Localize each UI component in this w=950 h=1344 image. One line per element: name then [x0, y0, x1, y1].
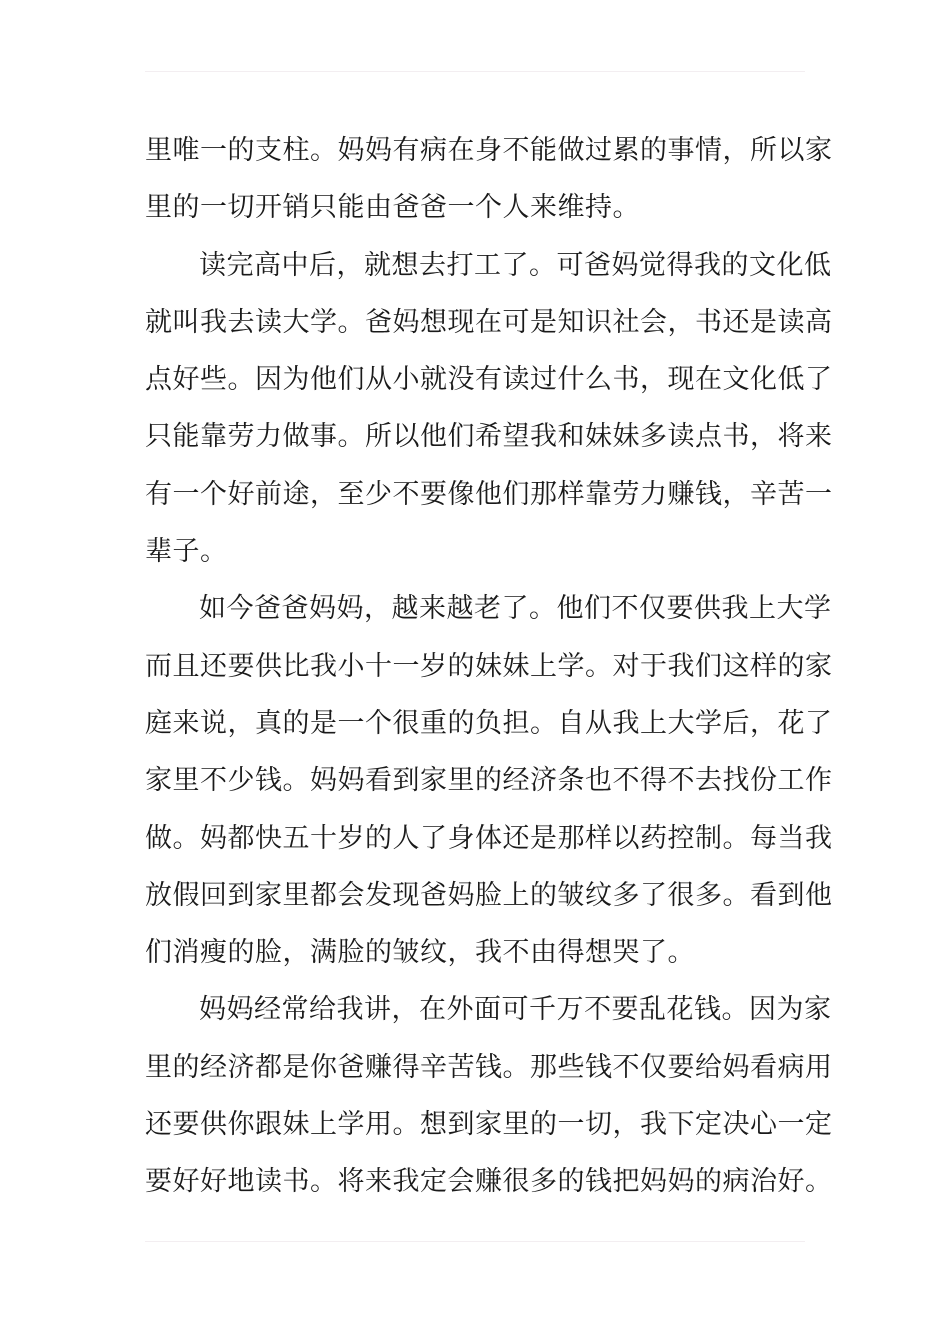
text-line: 做。妈都快五十岁的人了身体还是那样以药控制。每当我 [145, 822, 833, 854]
paragraph [145, 122, 833, 237]
footer-rule [145, 1241, 805, 1242]
text-line: 放假回到家里都会发现爸妈脸上的皱纹多了很多。看到他 [145, 879, 833, 911]
text-line: 点好些。因为他们从小就没有读过什么书，现在文化低了 [145, 364, 833, 396]
paragraph [145, 237, 833, 581]
text-line: 妈妈经常给我讲，在外面可千万不要乱花钱。因为家 [199, 994, 832, 1026]
text-line: 里的一切开销只能由爸爸一个人来维持。 [145, 192, 640, 224]
text-line: 们消瘦的脸，满脸的皱纹，我不由得想哭了。 [145, 937, 695, 969]
text-line: 而且还要供比我小十一岁的妹妹上学。对于我们这样的家 [145, 650, 833, 682]
text-line: 家里不少钱。妈妈看到家里的经济条也不得不去找份工作 [145, 765, 833, 797]
header-rule [145, 71, 805, 72]
text-line: 有一个好前途，至少不要像他们那样靠劳力赚钱，辛苦一 [145, 478, 833, 510]
text-line: 读完高中后，就想去打工了。可爸妈觉得我的文化低 [199, 249, 832, 281]
text-line: 里的经济都是你爸赚得辛苦钱。那些钱不仅要给妈看病用 [145, 1051, 833, 1083]
paragraph [145, 981, 833, 1210]
paragraph [145, 580, 833, 981]
text-line: 庭来说，真的是一个很重的负担。自从我上大学后，花了 [145, 707, 833, 739]
text-line: 只能靠劳力做事。所以他们希望我和妹妹多读点书，将来 [145, 421, 833, 453]
text-line: 就叫我去读大学。爸妈想现在可是知识社会，书还是读高 [145, 306, 833, 338]
text-line: 还要供你跟妹上学用。想到家里的一切，我下定决心一定 [145, 1109, 833, 1141]
text-line: 里唯一的支柱。妈妈有病在身不能做过累的事情，所以家 [145, 135, 833, 166]
text-line: 辈子。 [145, 536, 228, 568]
text-line: 如今爸爸妈妈，越来越老了。他们不仅要供我上大学 [199, 593, 832, 625]
document-body [145, 122, 833, 1211]
text-line: 要好好地读书。将来我定会赚很多的钱把妈妈的病治好。 [145, 1166, 833, 1198]
